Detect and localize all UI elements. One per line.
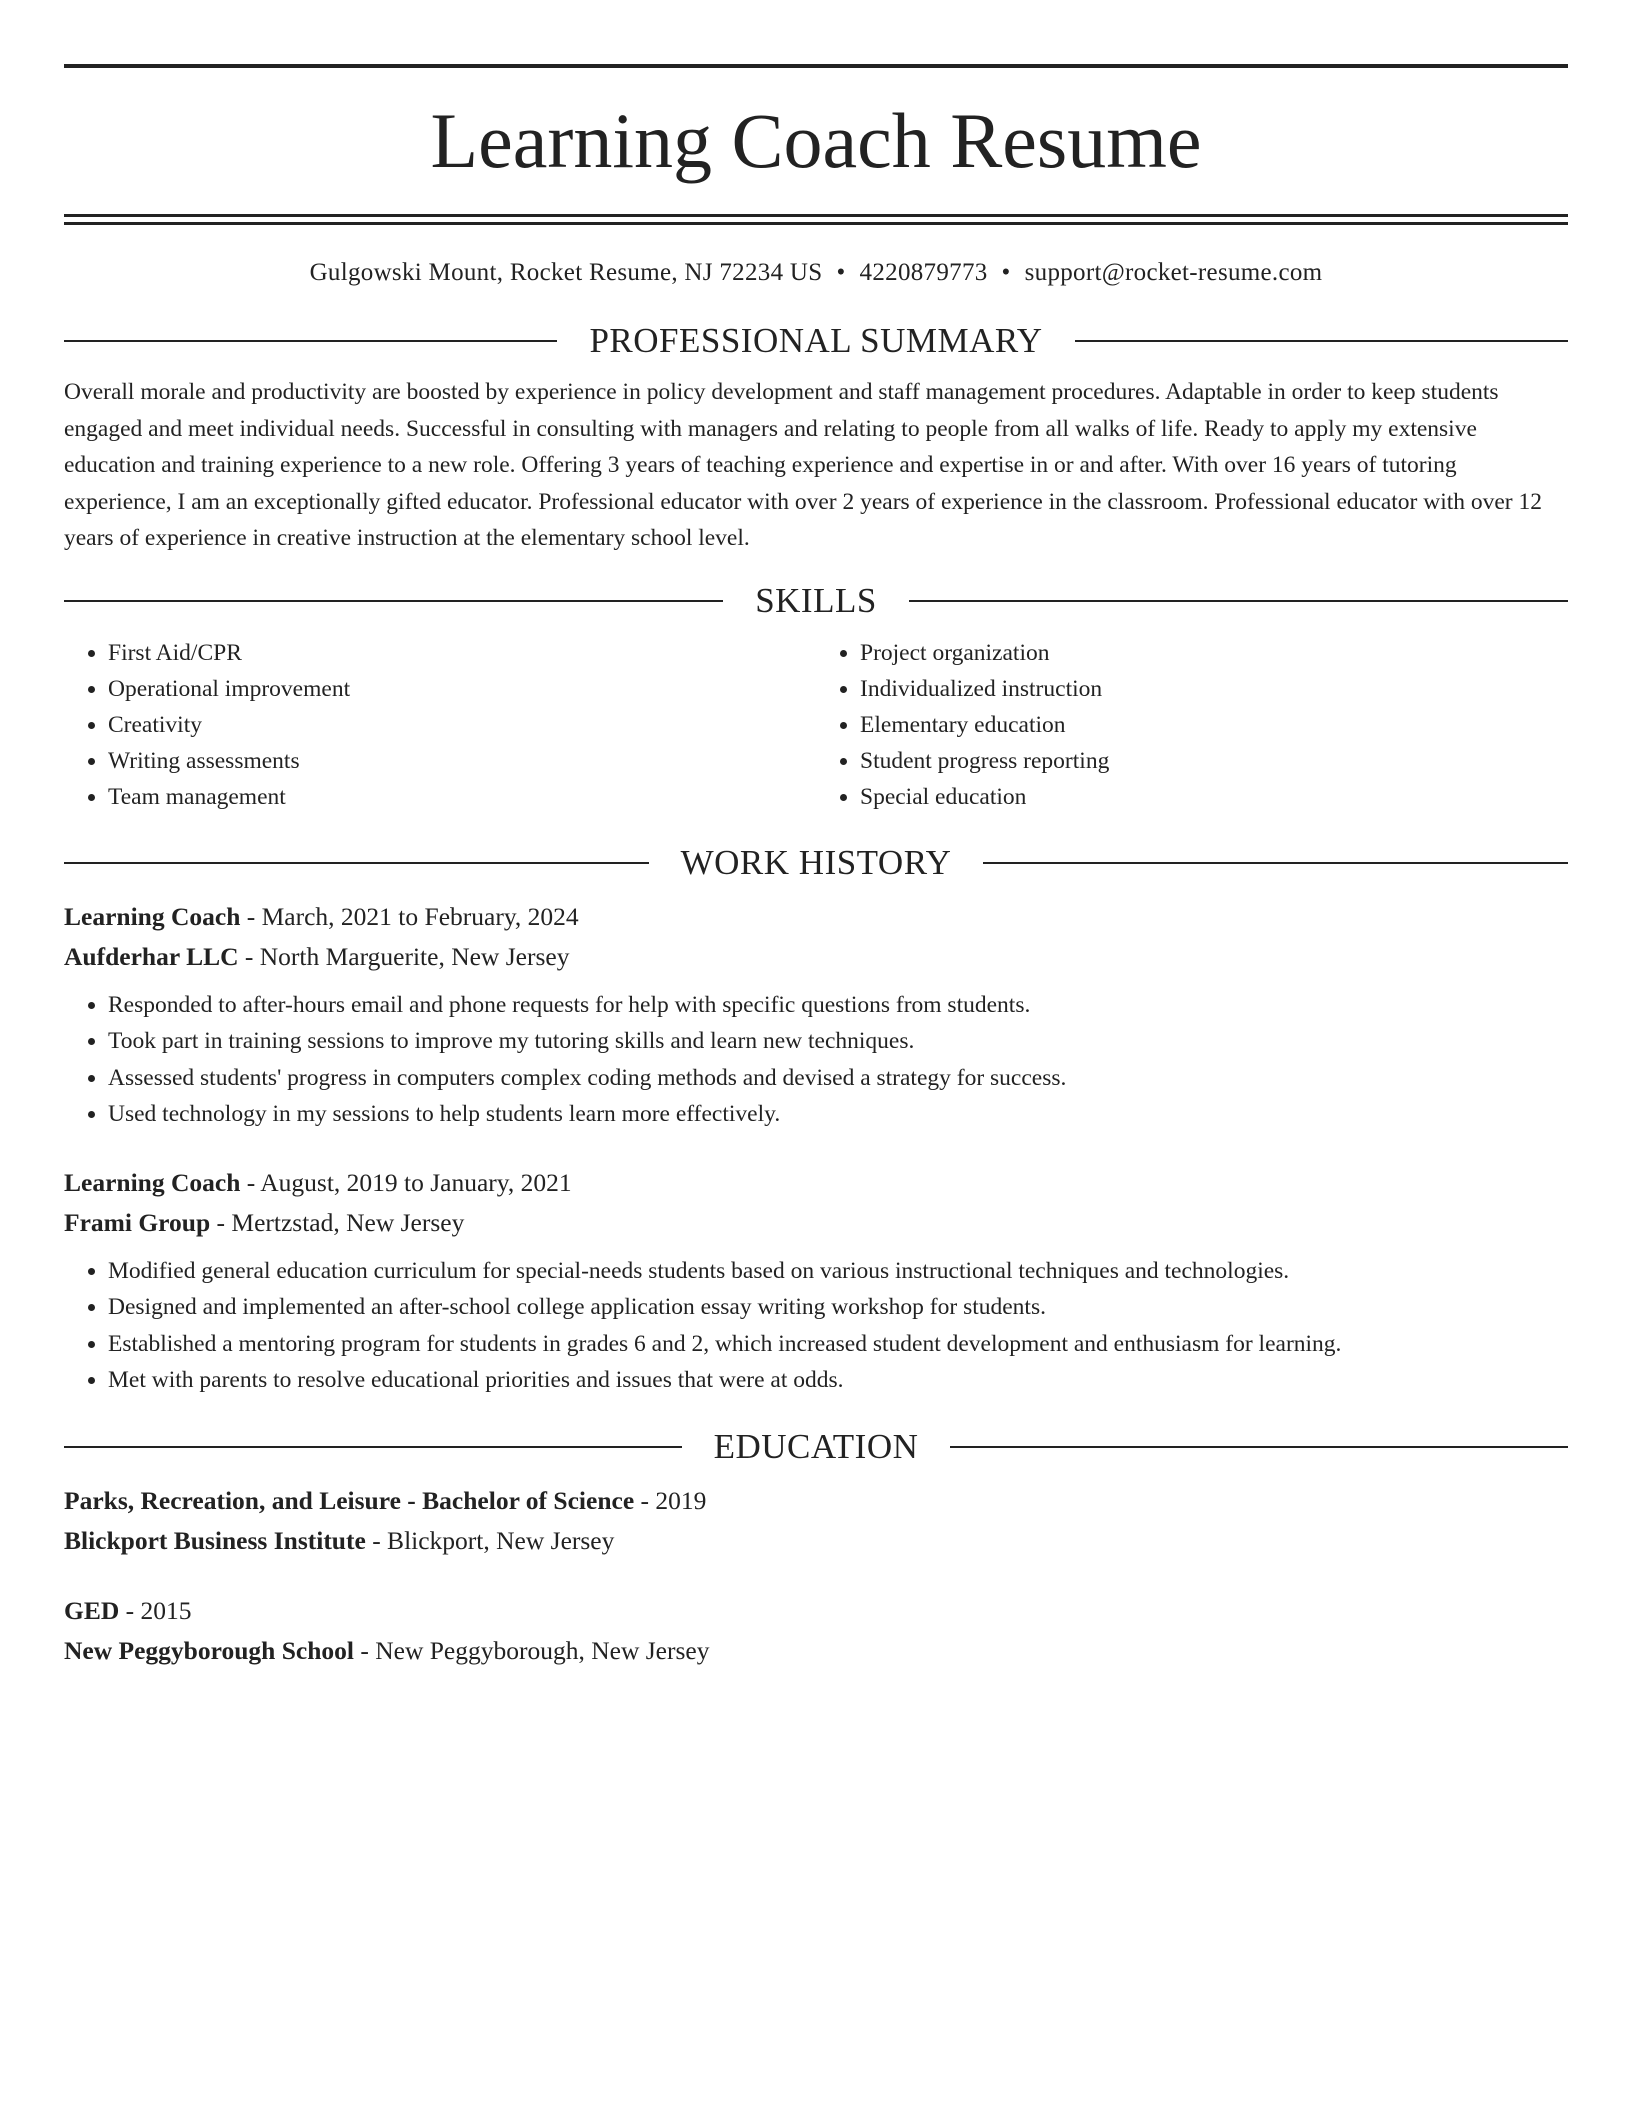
skill-item: • Team management	[108, 779, 816, 815]
resume-title: Learning Coach Resume	[430, 97, 1202, 184]
school: Blickport Business Institute	[64, 1525, 366, 1555]
job-title: Learning Coach	[64, 901, 241, 931]
job-bullet: • Took part in training sessions to improve my tutoring skills and learn new techniques.	[108, 1023, 1568, 1060]
skill-item: • Writing assessments	[108, 743, 816, 779]
school-line	[64, 1521, 1568, 1561]
skill-item: • Elementary education	[860, 707, 1568, 743]
skills-list	[64, 635, 1568, 815]
work-entry	[64, 897, 1568, 1133]
professional-summary: Overall morale and productivity are boosted by experience in policy development and staff management procedures. Adaptable in order to keep students engaged and meet individual needs. Successful in consulting with managers and relating to people from all walks of life. Ready to apply my extensive education and training experience to a new role. Offering 3 years of teaching experience and expertise in or and after. With over 16 years of tutoring experience, I am an exceptionally gifted educator. Professional educator with over 2 years of experience in the classroom. Professional educator with over 12 years of experience in creative instruction at the elementary school level.	[64, 379, 1543, 551]
job-bullet: • Responded to after-hours email and phone requests for help with specific questions from students.	[108, 987, 1568, 1024]
job-dates: - March, 2021 to February, 2024	[246, 901, 579, 931]
job-bullet: • Modified general education curriculum for special-needs students based on various instructional techniques and technologies.	[108, 1253, 1568, 1290]
job-company: Frami Group	[64, 1207, 211, 1237]
section-header-education	[64, 1427, 1568, 1467]
contact-phone: 4220879773	[859, 259, 988, 286]
job-bullet: • Used technology in my sessions to help students learn more effectively.	[108, 1096, 1568, 1133]
degree-line	[64, 1481, 1568, 1521]
section-title-skills: SKILLS	[755, 580, 877, 620]
job-dates: - August, 2019 to January, 2021	[246, 1167, 572, 1197]
section-title-work: WORK HISTORY	[680, 842, 952, 882]
degree-year: - 2015	[125, 1595, 192, 1625]
degree-year: - 2019	[640, 1485, 707, 1515]
contact-address: Gulgowski Mount, Rocket Resume, NJ 72234 US	[309, 259, 823, 286]
section-rule	[983, 862, 1568, 864]
school: New Peggyborough School	[64, 1635, 354, 1665]
skill-item: • Project organization	[860, 635, 1568, 671]
job-company: Aufderhar LLC	[64, 941, 239, 971]
job-company-line	[64, 937, 1568, 977]
work-entry	[64, 1163, 1568, 1399]
job-bullet: • Established a mentoring program for students in grades 6 and 2, which increased student development and enthusiasm for learning.	[108, 1326, 1568, 1363]
job-bullets	[64, 987, 1568, 1133]
section-header-skills	[64, 581, 1568, 621]
school-location: - Blickport, New Jersey	[372, 1525, 615, 1555]
job-bullets	[64, 1253, 1568, 1399]
job-bullet: • Designed and implemented an after-school college application essay writing workshop for students.	[108, 1289, 1568, 1326]
job-bullet: • Assessed students' progress in computers complex coding methods and devised a strategy for success.	[108, 1060, 1568, 1097]
skill-item: • Individualized instruction	[860, 671, 1568, 707]
job-title: Learning Coach	[64, 1167, 241, 1197]
section-rule	[909, 600, 1568, 602]
resume-page	[64, 64, 1568, 1671]
section-rule	[1075, 340, 1568, 342]
skill-item: • Student progress reporting	[860, 743, 1568, 779]
degree: Parks, Recreation, and Leisure - Bachelor of Science	[64, 1485, 635, 1515]
skill-item: • Creativity	[108, 707, 816, 743]
section-rule	[64, 862, 649, 864]
education-entry	[64, 1481, 1568, 1561]
job-title-line	[64, 897, 1568, 937]
degree-line	[64, 1591, 1568, 1631]
section-header-work	[64, 843, 1568, 883]
contact-separator: •	[1001, 259, 1011, 286]
section-title-education: EDUCATION	[713, 1426, 919, 1466]
section-rule	[64, 1446, 682, 1448]
job-bullet: • Met with parents to resolve educational priorities and issues that were at odds.	[108, 1362, 1568, 1399]
section-rule	[64, 600, 723, 602]
degree: GED	[64, 1595, 120, 1625]
job-title-line	[64, 1163, 1568, 1203]
title-double-rule	[64, 214, 1568, 225]
section-title-summary: PROFESSIONAL SUMMARY	[589, 321, 1043, 360]
contact-separator: •	[836, 259, 846, 286]
skill-item: • Special education	[860, 779, 1568, 815]
skill-item: • Operational improvement	[108, 671, 816, 707]
section-header-summary	[64, 321, 1568, 361]
job-company-line	[64, 1203, 1568, 1243]
section-rule	[64, 340, 557, 342]
school-line	[64, 1631, 1568, 1671]
section-rule	[950, 1446, 1568, 1448]
skills-column-left	[64, 635, 816, 815]
school-location: - New Peggyborough, New Jersey	[360, 1635, 710, 1665]
contact-line	[64, 259, 1568, 287]
contact-email[interactable]: support@rocket-resume.com	[1024, 259, 1323, 286]
job-location: - Mertzstad, New Jersey	[216, 1207, 465, 1237]
education-entry	[64, 1591, 1568, 1671]
top-rule	[64, 64, 1568, 68]
job-location: - North Marguerite, New Jersey	[244, 941, 570, 971]
skill-item: • First Aid/CPR	[108, 635, 816, 671]
skills-column-right	[816, 635, 1568, 815]
